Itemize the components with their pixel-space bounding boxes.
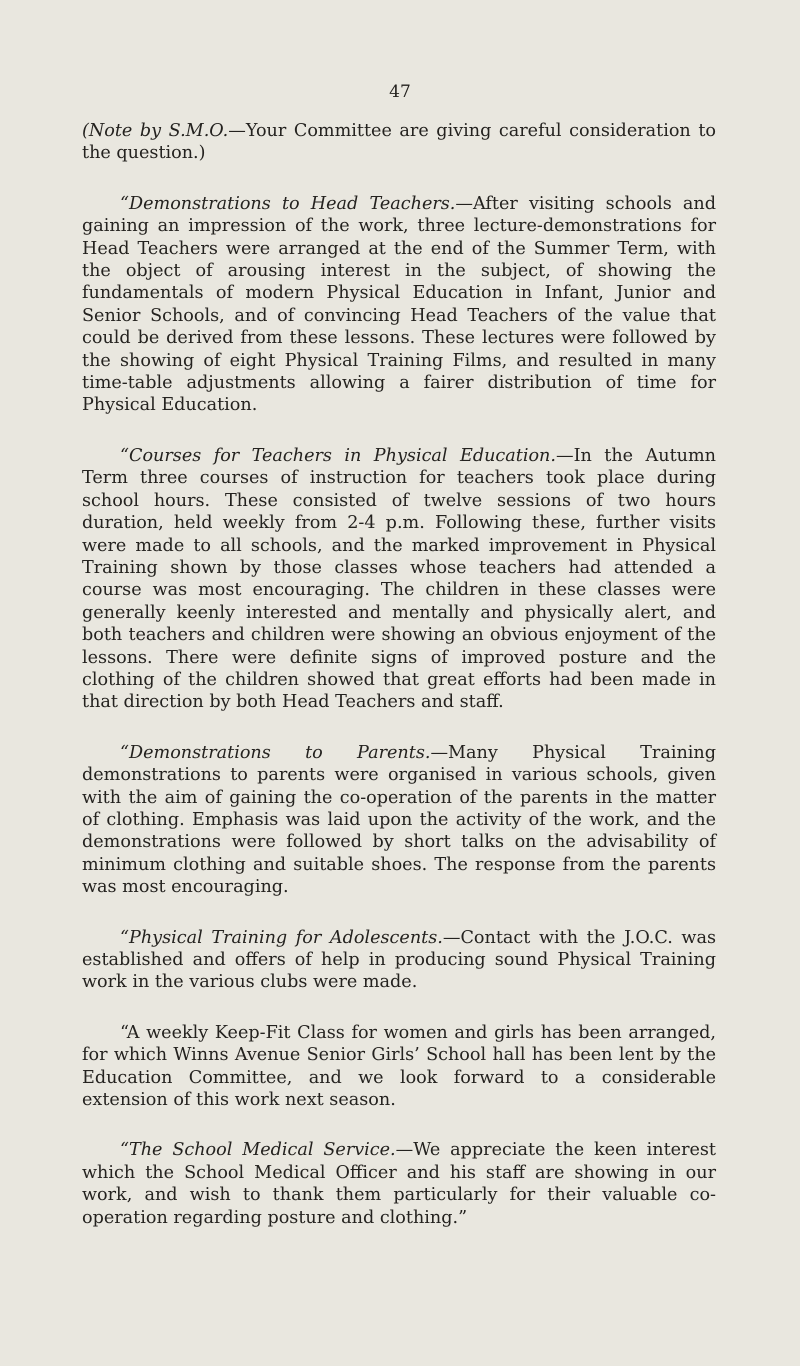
paragraph-body: “A weekly Keep-Fit Class for women and girls has been arranged, for which Winns Avenue Senior Girls’ School hall has been lent by the Education Committee, and we look forward to a considerable extension of this work next season. xyxy=(82,1022,716,1111)
paragraph-body: —Contact with the J.O.C. was established and offers of help in producing sound Physical Training work in the various clubs were made. xyxy=(82,927,716,993)
paragraph-demonstrations-head-teachers xyxy=(82,193,716,417)
paragraph-heading: “Courses for Teachers in Physical Education. xyxy=(120,445,556,466)
paragraph-heading: “Demonstrations to Parents. xyxy=(120,742,431,763)
paragraph-heading: “Physical Training for Adolescents. xyxy=(120,927,443,948)
paragraph-physical-training-adolescents xyxy=(82,927,716,994)
paragraph-body: —Your Committee are giving careful consideration to the question.) xyxy=(82,121,716,164)
paragraph-body: —We appreciate the keen interest which the School Medical Officer and his staff are showing in our work, and wish to thank them particularly for their valuable co-operation regarding posture and clothing.” xyxy=(82,1140,716,1228)
paragraph-heading: “Demonstrations to Head Teachers. xyxy=(120,193,456,214)
body-text xyxy=(82,120,716,1257)
paragraph-courses-for-teachers xyxy=(82,445,716,714)
paragraph-body: —In the Autumn Term three courses of instruction for teachers took place during school hours. These consisted of twelve sessions of two hours duration, held weekly from 2-4 p.m. Following these, further visits were made to all schools, and the marked improvement in Physical Training shown by those classes whose teachers had attended a course was most encouraging. The children in these classes were generally keenly interested and mentally and physically alert, and both teachers and children were showing an obvious enjoyment of the lessons. There were definite signs of improved posture and the clothing of the children showed that great efforts had been made in that direction by both Head Teachers and staff. xyxy=(82,445,716,713)
paragraph-note-smo xyxy=(82,120,716,165)
paragraph-heading: “The School Medical Service. xyxy=(120,1140,396,1161)
page-number: 47 xyxy=(389,82,411,102)
paragraph-demonstrations-parents xyxy=(82,742,716,899)
paragraph-keep-fit-class xyxy=(82,1022,716,1112)
paragraph-heading: (Note by S.M.O. xyxy=(82,121,229,141)
paragraph-school-medical-service xyxy=(82,1139,716,1229)
paragraph-body: —Many Physical Training demonstrations to parents were organised in various schools, given with the aim of gaining the co-operation of the parents in the matter of clothing. Emphasis was laid upon the activity of the work, and the demonstrations were followed by short talks on the advisability of minimum clothing and suitable shoes. The response from the parents was most encouraging. xyxy=(82,742,716,898)
paragraph-body: —After visiting schools and gaining an impression of the work, three lecture-demonstrations for Head Teachers were arranged at the end of the Summer Term, with the object of arousing interest in the subject, of showing the fundamentals of modern Physical Education in Infant, Junior and Senior Schools, and of convincing Head Teachers of the value that could be derived from these lessons. These lectures were followed by the showing of eight Physical Training Films, and resulted in many time-table adjustments allowing a fairer distribution of time for Physical Education. xyxy=(82,193,716,416)
